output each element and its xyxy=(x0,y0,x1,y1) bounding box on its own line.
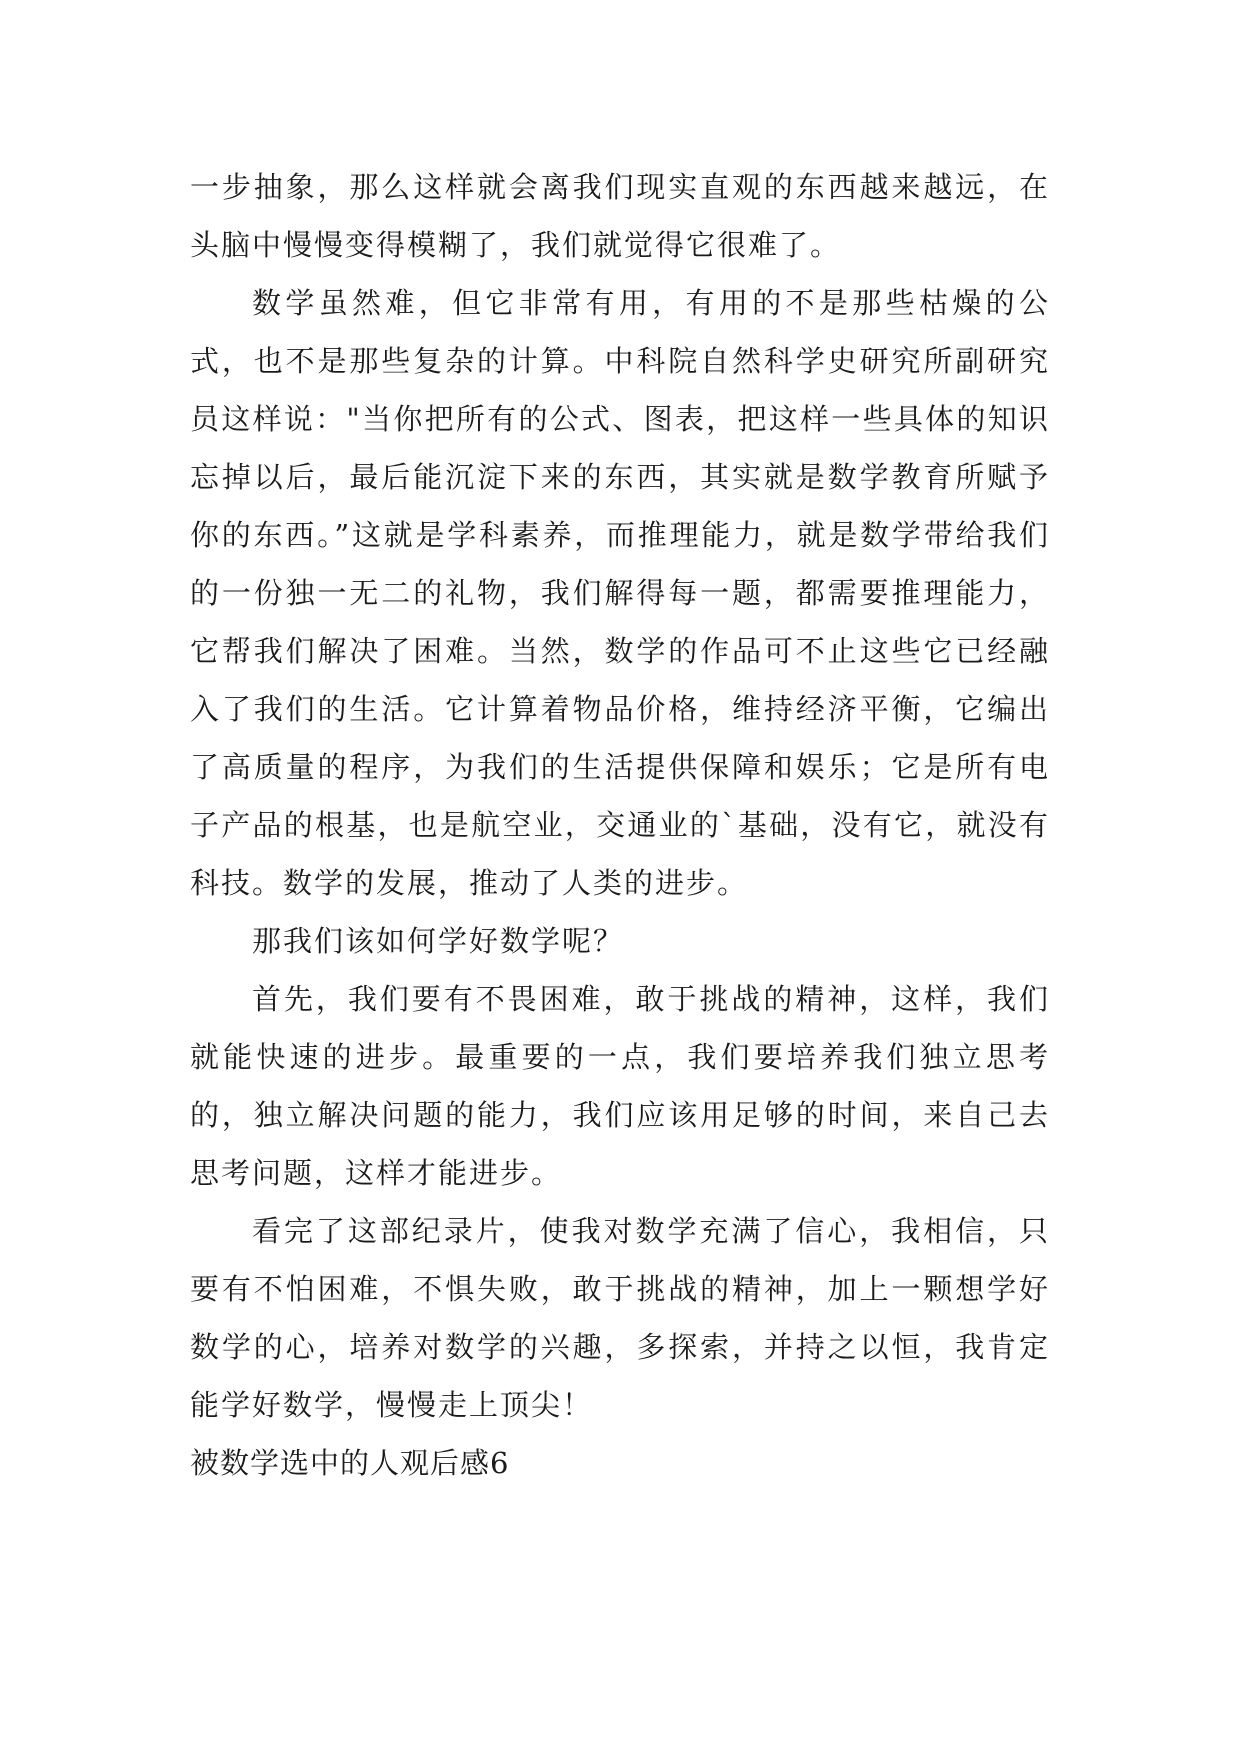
paragraph-2: 数学虽然难，但它非常有用，有用的不是那些枯燥的公式，也不是那些复杂的计算。中科院自然科学史研究所副研究员这样说："当你把所有的公式、图表，把这样一些具体的知识忘掉以后，最后能沉淀下来的东西，其实就是数学教育所赋予你的东西。”这就是学科素养，而推理能力，就是数学带给我们的一份独一无二的礼物，我们解得每一题，都需要推理能力，它帮我们解决了困难。当然，数学的作品可不止这些它已经融入了我们的生活。它计算着物品价格，维持经济平衡，它编出了高质量的程序，为我们的生活提供保障和娱乐；它是所有电子产品的根基，也是航空业，交通业的`基础，没有它，就没有科技。数学的发展，推动了人类的进步。 xyxy=(190,286,1050,900)
section-heading: 被数学选中的人观后感6 xyxy=(190,1446,510,1480)
paragraph-4: 首先，我们要有不畏困难，敢于挑战的精神，这样，我们就能快速的进步。最重要的一点，我们要培养我们独立思考的，独立解决问题的能力，我们应该用足够的时间，来自己去思考问题，这样才能进步。 xyxy=(190,982,1050,1190)
document-body xyxy=(190,158,1050,1492)
paragraph-1: 一步抽象，那么这样就会离我们现实直观的东西越来越远，在头脑中慢慢变得模糊了，我们就觉得它很难了。 xyxy=(190,170,1050,262)
paragraph-5: 看完了这部纪录片，使我对数学充满了信心，我相信，只要有不怕困难，不惧失败，敢于挑战的精神，加上一颗想学好数学的心，培养对数学的兴趣，多探索，并持之以恒，我肯定能学好数学，慢慢走上顶尖！ xyxy=(190,1214,1050,1422)
paragraph-3: 那我们该如何学好数学呢？ xyxy=(252,924,625,958)
